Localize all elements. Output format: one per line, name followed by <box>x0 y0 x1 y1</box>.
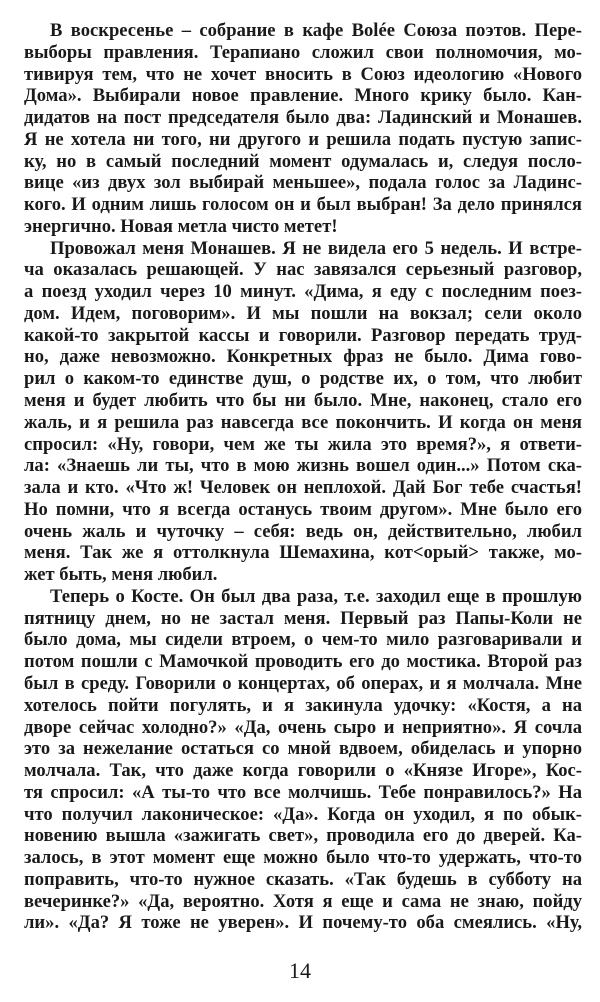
text-line: было дома, мы сидели втроем, о чем-то мило разговаривали и <box>24 629 582 651</box>
text-line: молчала. Так, что даже когда говорили о «Князе Игоре», Кос- <box>24 760 582 782</box>
text-line: дидатов на пост председателя было два: Ладинский и Монашев. <box>24 107 582 129</box>
text-line: Теперь о Косте. Он был два раза, т.е. заходил еще в прошлую <box>50 585 582 607</box>
page-body <box>24 20 582 934</box>
text-line: Провожал меня Монашев. Я не видела его 5 недель. И встре- <box>50 237 582 259</box>
text-line: жет быть, меня любил. <box>24 564 218 586</box>
text-line: ча оказалась решающей. У нас завязался серьезный разговор, <box>24 259 582 281</box>
paragraph <box>24 20 582 238</box>
text-line: жаль, и я решила раз навсегда все покончить. И когда он меня <box>24 411 582 433</box>
paragraph <box>24 586 582 934</box>
text-line: тивируя тем, что не хочет вносить в Союз идеологию «Нового <box>24 63 582 85</box>
text-line: новению вышла «зажигать свет», проводила его до дверей. Ка- <box>24 825 582 847</box>
text-line: залось, в этот момент еще можно было что-то удержать, что-то <box>24 847 582 869</box>
text-line: очень жаль и чуточку – себя: ведь он, действительно, любил <box>24 520 582 542</box>
text-line: вице «из двух зол выбирай меньшее», подала голос за Ладинс- <box>24 172 582 194</box>
text-line: спросил: «Ну, говори, чем же ты жила это время?», я ответи- <box>24 433 582 455</box>
text-line: но, даже невозможно. Конкретных фраз не было. Дима гово- <box>24 346 582 368</box>
text-line: ла: «Знаешь ли ты, что в мою жизнь вошел один...» Потом ска- <box>24 455 582 477</box>
text-line: был в среду. Говорили о концертах, об операх, и я молчала. Мне <box>24 672 582 694</box>
text-line: тя спросил: «А ты-то что все молчишь. Тебе понравилось?» На <box>24 781 582 803</box>
text-line: меня и будет любить что бы ни было. Мне, наконец, стало его <box>24 390 582 412</box>
text-line: ли». «Да? Я тоже не уверен». И почему-то оба смеялись. «Ну, <box>24 912 582 934</box>
text-line: энергично. Новая метла чисто метет! <box>24 215 338 237</box>
text-line: дом. Идем, поговорим». И мы пошли на вокзал; сели около <box>24 302 582 324</box>
text-line: дворе сейчас холодно?» «Да, очень сыро и неприятно». Я сочла <box>24 716 582 738</box>
text-line: меня. Так же я оттолкнула Шемахина, кот<орый> также, мо- <box>24 542 582 564</box>
text-line: В воскресенье – собрание в кафе Bolée Союза поэтов. Пере- <box>50 20 582 41</box>
text-line: Я не хотела ни того, ни другого и решила подать пустую запис- <box>24 128 582 150</box>
text-line: поправить, что-то нужное сказать. «Так будешь в субботу на <box>24 868 582 890</box>
text-line: какой-то закрытой кассы и говорили. Разговор передать труд- <box>24 324 582 346</box>
text-line: выборы правления. Терапиано сложил свои полномочия, мо- <box>24 41 582 63</box>
text-line: ку, но в самый последний момент одумалась и, следуя посло- <box>24 150 582 172</box>
text-line: Дома». Выбирали новое правление. Много крику было. Кан- <box>24 85 582 107</box>
paragraph <box>24 238 582 586</box>
text-line: потом пошли с Мамочкой проводить его до мостика. Второй раз <box>24 651 582 673</box>
text-line: зала и кто. «Что ж! Человек он неплохой. Дай Бог тебе счастья! <box>24 477 582 499</box>
text-line: а поезд уходил через 10 минут. «Дима, я еду с последним поез- <box>24 281 582 303</box>
text-line: вечеринке?» «Да, вероятно. Хотя я еще и сама не знаю, пойду <box>24 890 582 912</box>
text-line: Но помни, что я всегда останусь твоим другом». Мне было его <box>24 498 582 520</box>
text-line: что получил лаконическое: «Да». Когда он уходил, я по обык- <box>24 803 582 825</box>
text-line: это за нежелание остаться со мной вдвоем, обиделась и упорно <box>24 738 582 760</box>
page-number: 14 <box>289 958 311 983</box>
text-line: хотелось пойти погулять, и я закинула удочку: «Костя, а на <box>24 694 582 716</box>
text-line: пятницу днем, но не застал меня. Первый раз Папы-Коли не <box>24 607 582 629</box>
text-line: кого. И одним лишь голосом он и был выбран! За дело принялся <box>24 194 582 216</box>
text-line: рил о каком-то единстве душ, о родстве их, о том, что любит <box>24 368 582 390</box>
